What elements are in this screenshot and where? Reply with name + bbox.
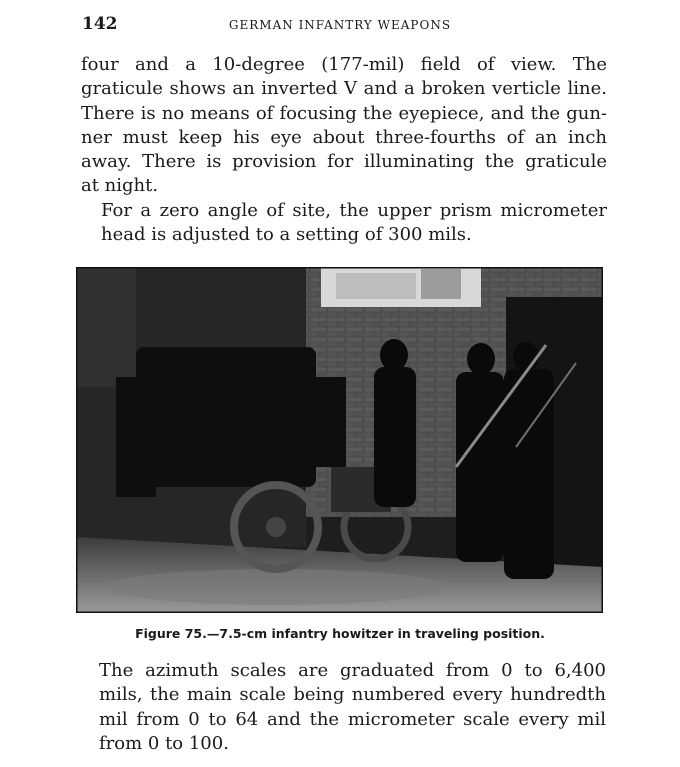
howitzer-photo [76,267,603,613]
figure-caption: Figure 75.—7.5-cm infantry howitzer in traveling position. [135,626,545,641]
text-line: The azimuth scales are graduated from 0 to 6,400 [99,660,606,681]
text-line: away. There is provision for illuminating the graticule [81,151,607,173]
text-line: head is adjusted to a setting of 300 mils. [101,224,472,246]
body-text-bottom [74,659,606,756]
body-text-top [81,53,607,247]
paragraph-continuation [81,53,607,199]
text-line: ner must keep his eye about three-fourths of an inch [81,126,607,148]
text-line: mils, the main scale being numbered every hundredth [99,684,606,706]
page-number: 142 [82,14,118,34]
text-line: graticule shows an inverted V and a broken verticle line. [81,78,607,100]
paragraph-azimuth-scales [74,659,606,756]
text-line: For a zero angle of site, the upper prism micrometer [101,199,607,221]
text-line: from 0 to 100. [99,732,229,754]
text-line: mil from 0 to 64 and the micrometer scale every mil [99,708,606,730]
text-line: There is no means of focusing the eyepiece, and the gun- [81,102,607,124]
text-line: at night. [81,175,159,197]
figure-photograph [76,267,603,613]
running-head: GERMAN INFANTRY WEAPONS [228,18,452,32]
text-line: four and a 10-degree (177-mil) field of view. The [81,54,607,75]
paragraph-zero-angle [81,199,607,248]
